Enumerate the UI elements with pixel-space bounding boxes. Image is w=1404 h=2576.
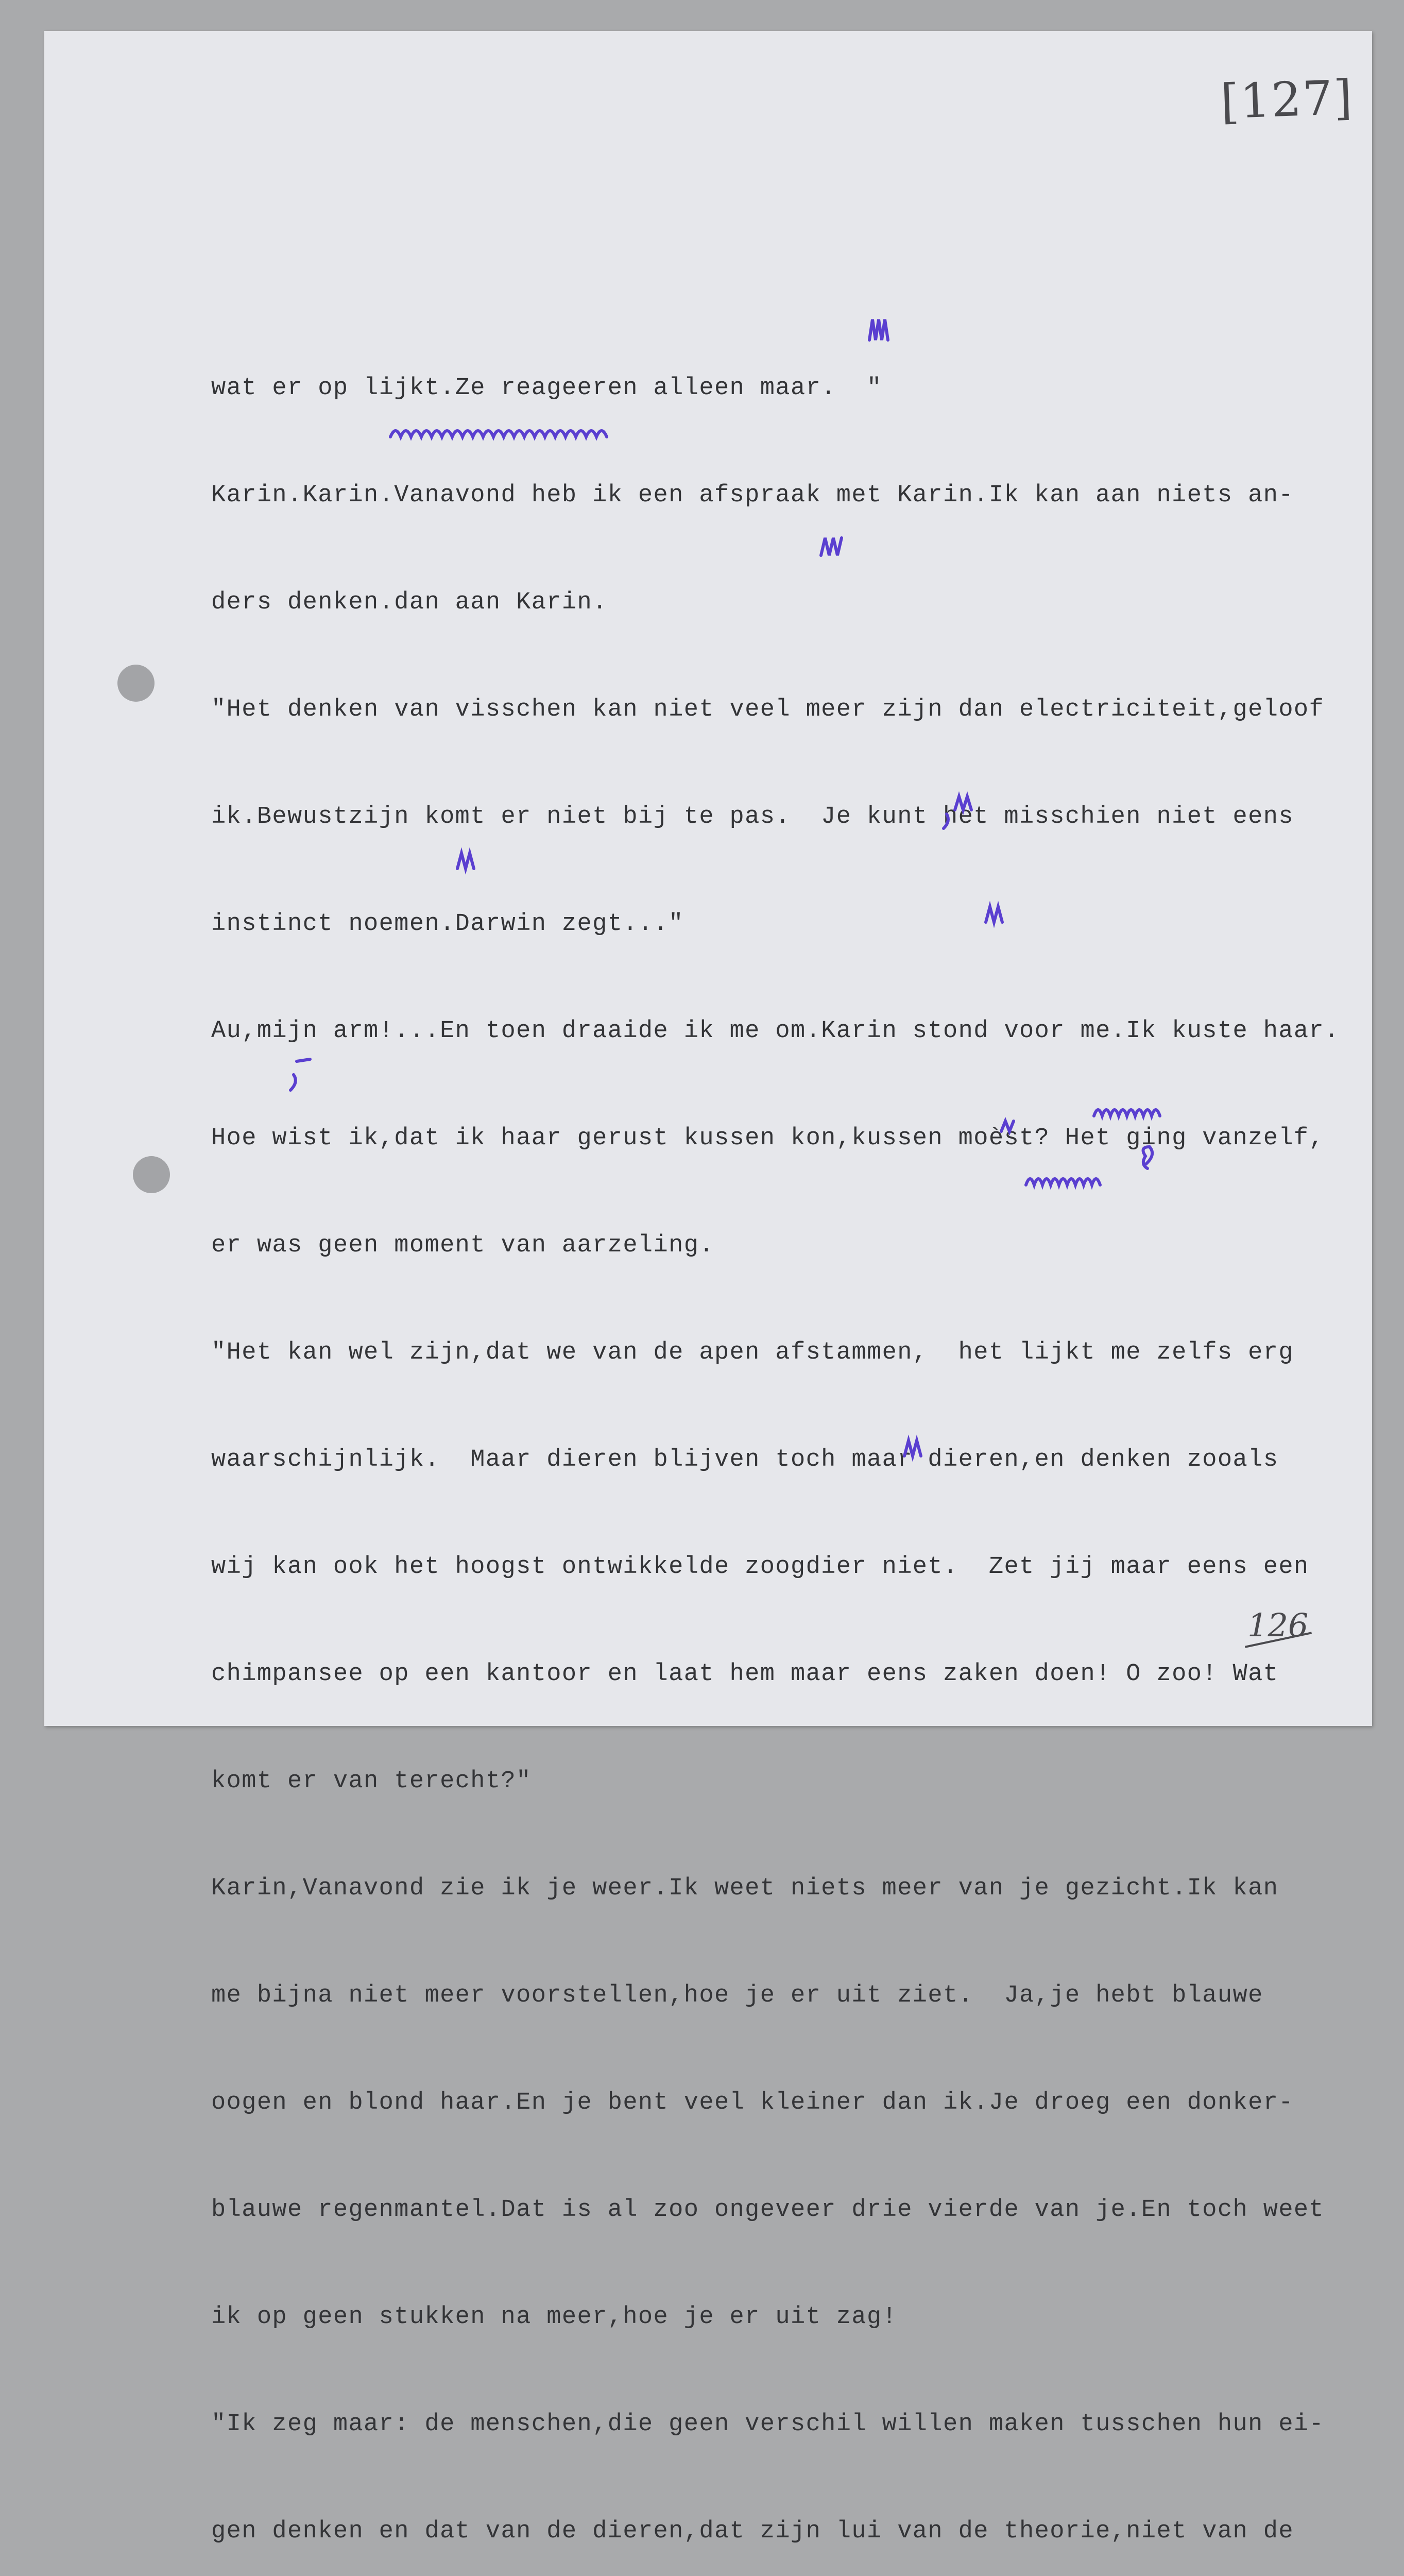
text-line: wat er op lijkt.Ze reageeren alleen maar. " xyxy=(211,375,882,402)
punch-hole-bottom xyxy=(133,1156,170,1193)
text-line: Karin.Karin.Vanavond heb ik een afspraak met Karin.Ik kan aan niets an- xyxy=(211,482,1294,509)
handwritten-page-number: 126 xyxy=(1247,1606,1309,1644)
text-line: ik.Bewustzijn komt er niet bij te pas. Je kunt het misschien niet eens xyxy=(211,803,1294,831)
text-line: oogen en blond haar.En je bent veel kleiner dan ik.Je droeg een donker- xyxy=(211,2089,1294,2116)
text-line: "Het kan wel zijn,dat we van de apen afstammen, het lijkt me zelfs erg xyxy=(211,1339,1294,1366)
typescript-body xyxy=(211,315,1365,2576)
text-line: "Ik zeg maar: de menschen,die geen verschil willen maken tusschen hun ei- xyxy=(211,2411,1325,2438)
punch-hole-top xyxy=(117,665,155,702)
text-line: wij kan ook het hoogst ontwikkelde zoogdier niet. Zet jij maar eens een xyxy=(211,1553,1309,1581)
text-line: ders denken.dan aan Karin. xyxy=(211,589,608,616)
text-line: blauwe regenmantel.Dat is al zoo ongeveer drie vierde van je.En toch weet xyxy=(211,2196,1325,2224)
text-line: Karin,Vanavond zie ik je weer.Ik weet niets meer van je gezicht.Ik kan xyxy=(211,1875,1279,1902)
text-line: Au,mijn arm!...En toen draaide ik me om.Karin stond voor me.Ik kuste haar. xyxy=(211,1018,1340,1045)
text-line: er was geen moment van aarzeling. xyxy=(211,1232,714,1259)
text-line: me bijna niet meer voorstellen,hoe je er uit ziet. Ja,je hebt blauwe xyxy=(211,1982,1263,2009)
text-line: chimpansee op een kantoor en laat hem maar eens zaken doen! O zoo! Wat xyxy=(211,1660,1279,1688)
text-line: gen denken en dat van de dieren,dat zijn lui van de theorie,niet van de xyxy=(211,2518,1294,2545)
text-line: komt er van terecht?" xyxy=(211,1768,532,1795)
text-line: waarschijnlijk. Maar dieren blijven toch maar dieren,en denken zooals xyxy=(211,1446,1279,1473)
archive-page-number: [127] xyxy=(1220,70,1355,130)
text-line: instinct noemen.Darwin zegt..." xyxy=(211,910,684,938)
text-line: "Het denken van visschen kan niet veel meer zijn dan electriciteit,geloof xyxy=(211,696,1325,723)
text-line: ik op geen stukken na meer,hoe je er uit zag! xyxy=(211,2303,898,2331)
text-line: Hoe wist ik,dat ik haar gerust kussen kon,kussen moèst? Het ging vanzelf, xyxy=(211,1125,1325,1152)
